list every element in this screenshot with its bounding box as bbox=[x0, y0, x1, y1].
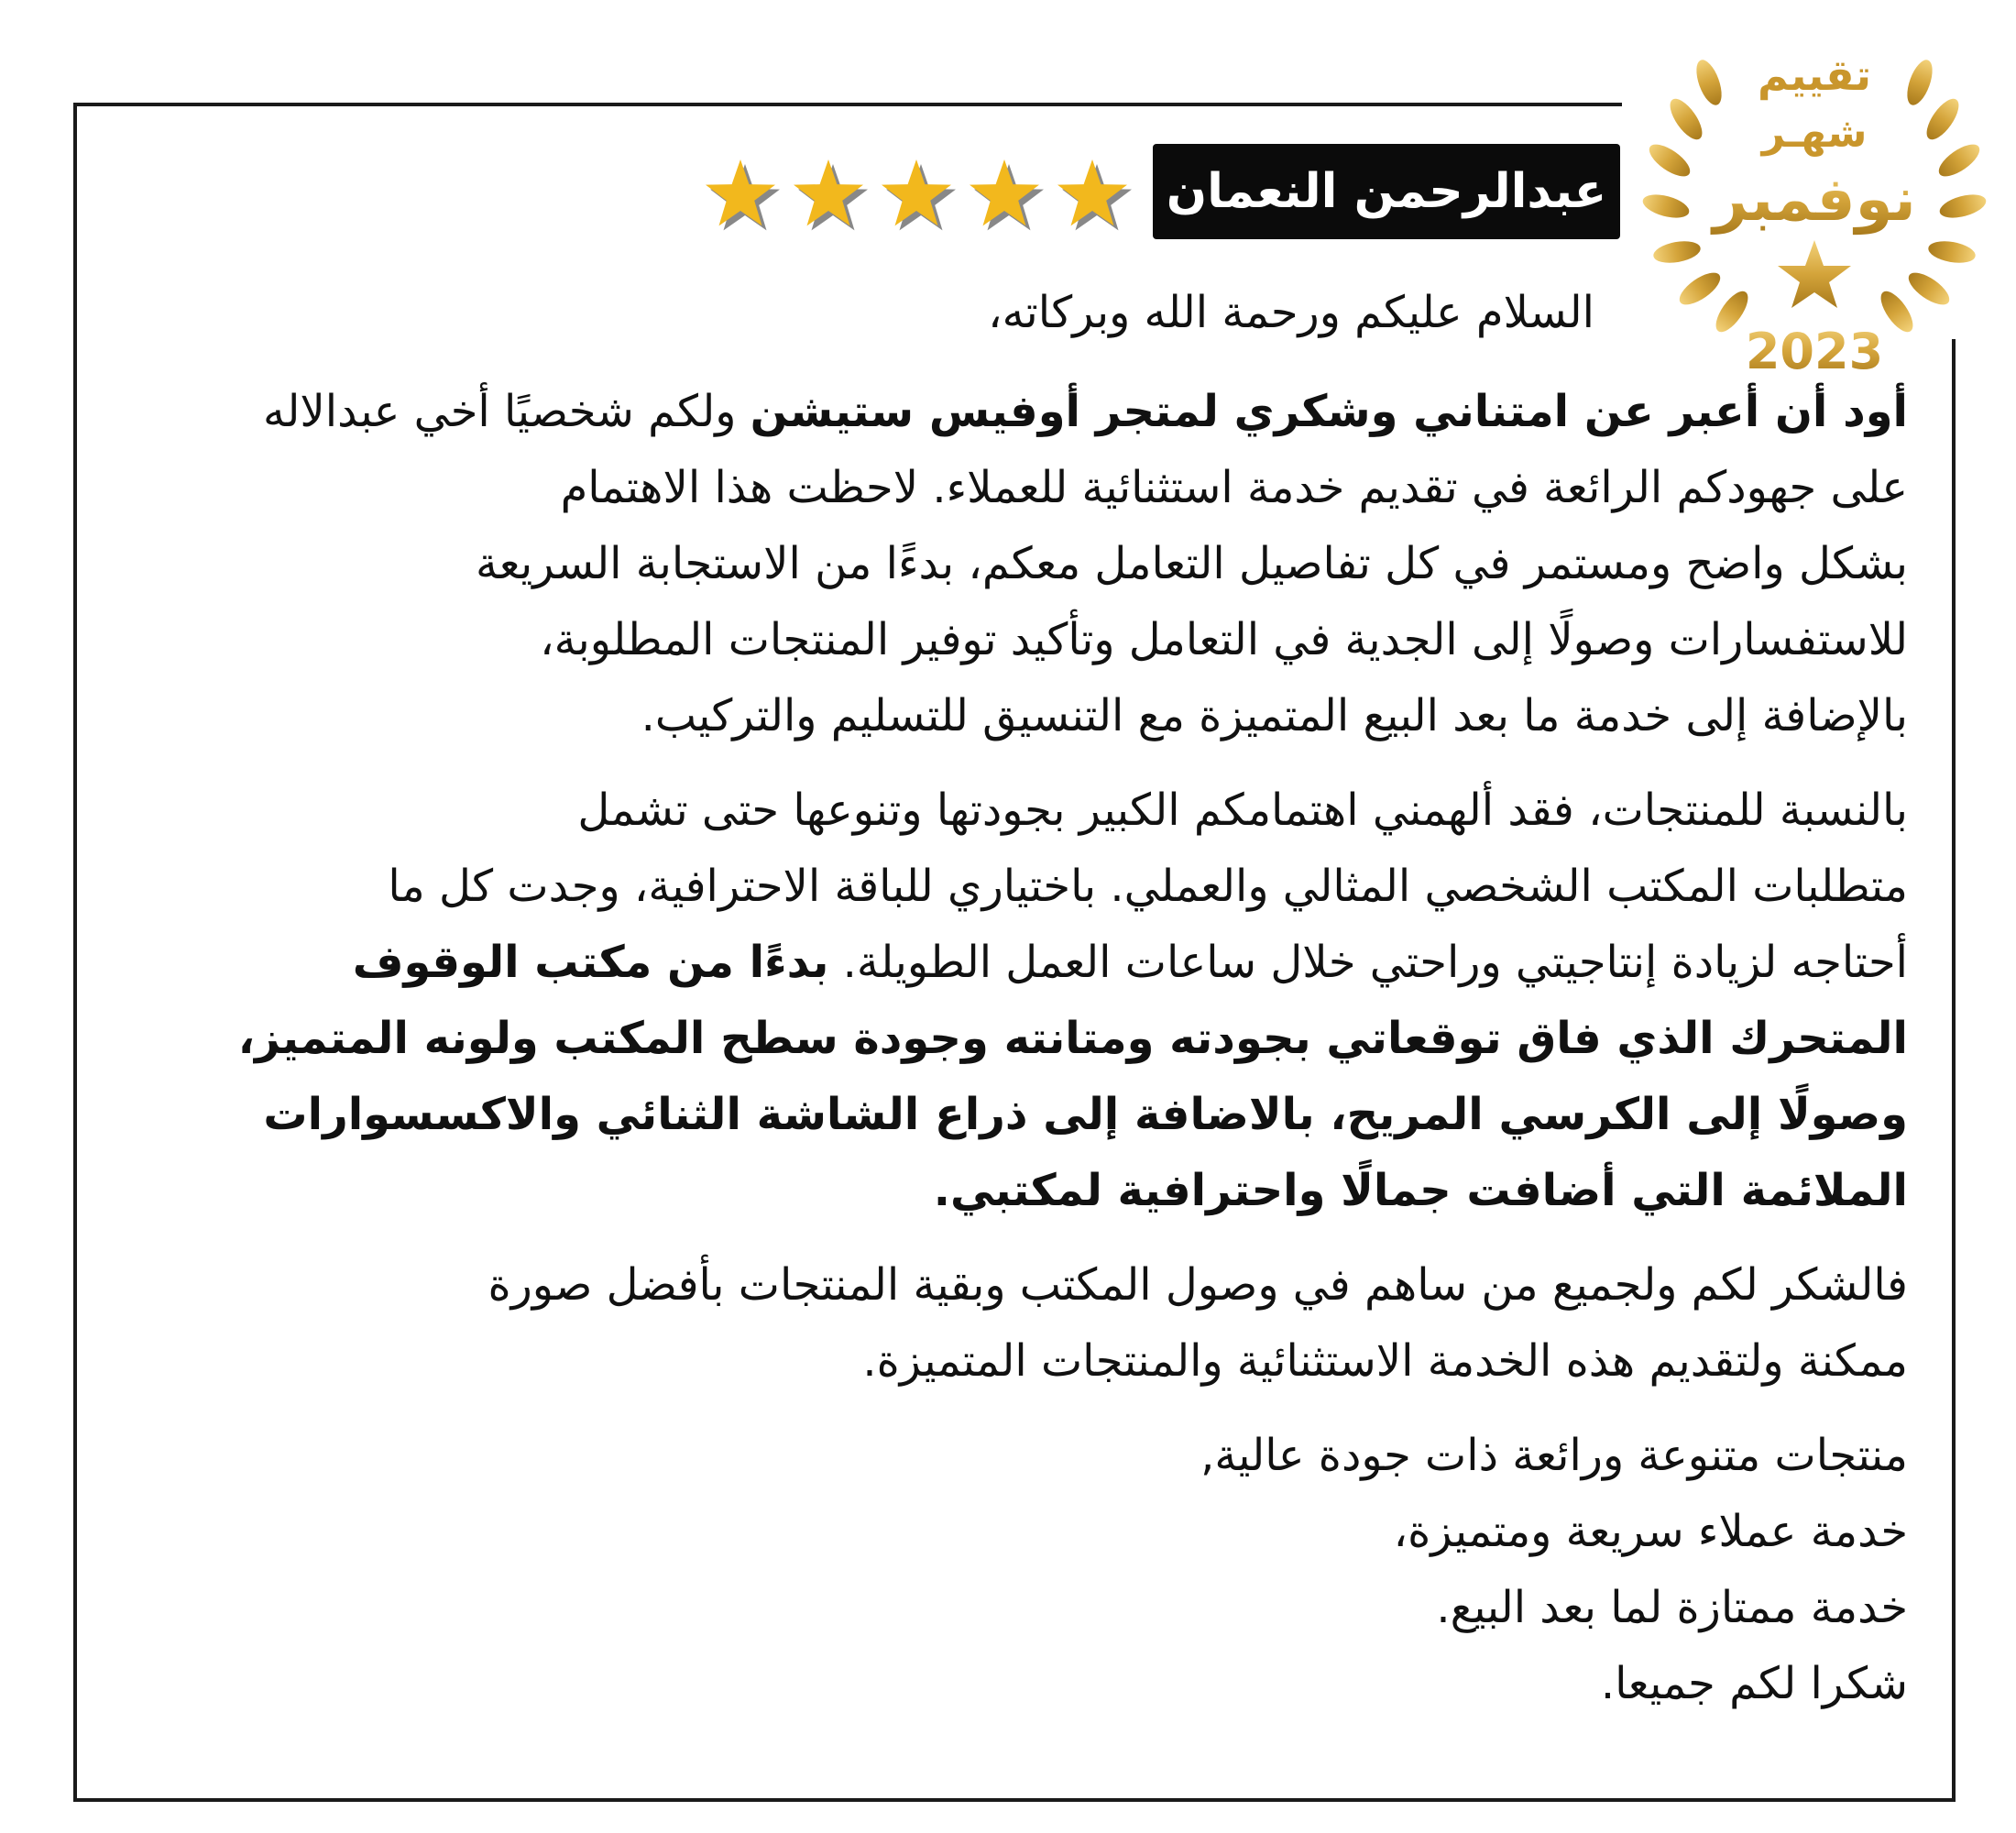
review-line: الملائمة التي أضافت جمالًا واحترافية لمكتبي. bbox=[933, 1165, 1908, 1216]
badge-month: نوفمبر bbox=[1713, 164, 1916, 235]
greeting: السلام عليكم ورحمة الله وبركاته، bbox=[988, 287, 1594, 338]
paragraph-closing bbox=[93, 1247, 1908, 1399]
review-line: منتجات متنوعة ورائعة ذات جودة عالية, bbox=[1200, 1430, 1908, 1481]
paragraph-products bbox=[93, 773, 1908, 1229]
review-line: فالشكر لكم ولجميع من ساهم في وصول المكتب وبقية المنتجات بأفضل صورة bbox=[488, 1259, 1908, 1311]
star-icon bbox=[706, 159, 780, 230]
review-line: وصولًا إلى الكرسي المريح، بالاضافة إلى ذراع الشاشة الثنائي والاكسسوارات bbox=[263, 1089, 1908, 1140]
rating-stars bbox=[696, 150, 1136, 238]
review-line: بالنسبة للمنتجات، فقد ألهمني اهتمامكم الكبير بجودتها وتنوعها حتى تشمل bbox=[577, 785, 1908, 836]
reviewer-name: عبدالرحمن النعمان bbox=[1153, 144, 1620, 239]
review-body bbox=[93, 374, 1908, 1740]
paragraph-summary bbox=[93, 1418, 1908, 1722]
store-thanks-bold: أود أن أعبر عن امتناني وشكري لمتجر أوفيس ستيشن bbox=[750, 386, 1908, 437]
line-text: أحتاجه لزيادة إنتاجيتي وراحتي خلال ساعات العمل الطويلة. bbox=[828, 937, 1908, 988]
review-line: المتحرك الذي فاق توقعاتي بجودته ومتانته وجودة سطح المكتب ولونه المتميز، bbox=[237, 1013, 1908, 1064]
badge-line2: شهـر bbox=[1761, 110, 1868, 157]
line-text-bold: بدءًا من مكتب الوقوف bbox=[352, 937, 829, 988]
review-line bbox=[93, 925, 1908, 1001]
badge-year: 2023 bbox=[1745, 323, 1884, 380]
review-line: خدمة عملاء سريعة ومتميزة، bbox=[1393, 1506, 1908, 1557]
badge-star-icon bbox=[1778, 240, 1851, 308]
review-line: بشكل واضح ومستمر في كل تفاصيل التعامل معكم، بدءًا من الاستجابة السريعة bbox=[475, 538, 1908, 589]
star-icon bbox=[794, 159, 868, 230]
review-line: ممكنة ولتقديم هذه الخدمة الاستثنائية والمنتجات المتميزة. bbox=[862, 1335, 1908, 1387]
review-line: على جهودكم الرائعة في تقديم خدمة استثنائية للعملاء. لاحظت هذا الاهتمام bbox=[560, 462, 1908, 513]
star-icon bbox=[882, 159, 956, 230]
review-line: بالإضافة إلى خدمة ما بعد البيع المتميزة مع التنسيق للتسليم والتركيب. bbox=[641, 690, 1908, 741]
badge-line1: تقييم bbox=[1757, 50, 1872, 100]
review-line: خدمة ممتازة لما بعد البيع. bbox=[1436, 1582, 1908, 1633]
paragraph-thanks bbox=[93, 374, 1908, 754]
review-line bbox=[93, 374, 1908, 450]
review-line: شكرا لكم جميعا. bbox=[1600, 1658, 1908, 1709]
review-line: للاستفسارات وصولًا إلى الجدية في التعامل وتأكيد توفير المنتجات المطلوبة، bbox=[540, 614, 1908, 665]
star-icon bbox=[970, 159, 1044, 230]
month-rating-badge bbox=[1622, 27, 2007, 385]
star-icon bbox=[1057, 159, 1132, 230]
review-line: متطلبات المكتب الشخصي المثالي والعملي. باختياري للباقة الاحترافية، وجدت كل ما bbox=[388, 861, 1908, 912]
line-text: ولكم شخصيًا أخي عبدالاله bbox=[263, 386, 751, 437]
